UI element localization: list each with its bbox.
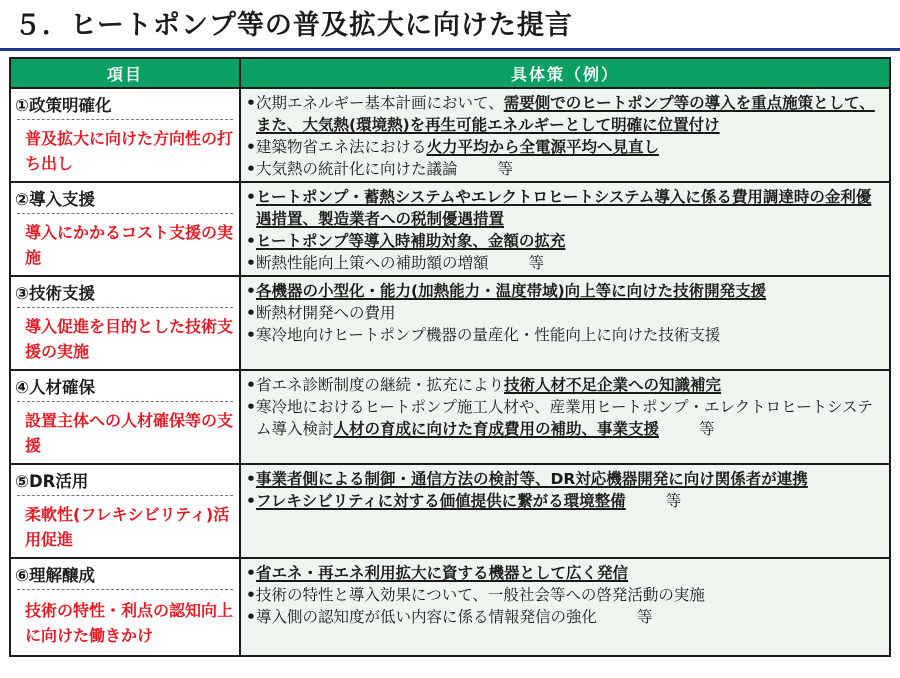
measure-text	[256, 562, 883, 584]
measure-emphasis-text: 技術人材不足企業への知識補完	[504, 376, 722, 394]
item-cell	[11, 371, 241, 463]
measures-cell	[241, 559, 889, 655]
measure-etc: 等	[699, 420, 715, 438]
category-label: ⑥理解醸成	[15, 566, 95, 585]
measure-text	[256, 302, 883, 324]
measure-text	[256, 396, 883, 440]
category-label: ③技術支援	[15, 284, 95, 303]
measure-item	[246, 374, 883, 396]
bullet-icon: •	[246, 564, 256, 582]
table-row	[11, 465, 889, 559]
measure-text	[256, 280, 883, 302]
measure-item	[246, 606, 883, 628]
measure-text	[256, 606, 883, 628]
measure-item	[246, 280, 883, 302]
measure-emphasis-text: 省エネ・再エネ利用拡大に資する機器として広く発信	[256, 564, 629, 582]
bullet-icon: •	[246, 282, 256, 300]
measure-item	[246, 396, 883, 440]
item-cell	[11, 559, 241, 655]
measure-emphasis-text: 火力平均から全電源平均へ見直し	[426, 138, 660, 156]
table-row	[11, 559, 889, 655]
measure-plain-text: 技術の特性と導入効果について、一般社会等への啓発活動の実施	[256, 586, 705, 604]
category-description: 普及拡大に向けた方向性の打ち出し	[25, 128, 234, 173]
measure-plain-text: 断熱材開発への費用	[256, 304, 396, 322]
bullet-icon: •	[246, 188, 256, 206]
measure-item	[246, 468, 883, 490]
table-row	[11, 371, 889, 465]
measure-plain-text: 導入側の認知度が低い内容に係る情報発信の強化	[256, 608, 598, 626]
measure-item	[246, 186, 883, 230]
measures-cell	[241, 89, 889, 181]
measure-text	[256, 584, 883, 606]
measures-cell	[241, 465, 889, 557]
bullet-icon: •	[246, 398, 256, 416]
measure-text	[256, 468, 883, 490]
measure-emphasis-text: 各機器の小型化・能力(加熱能力・温度帯域)向上等に向けた技術開発支援	[256, 282, 767, 300]
measures-cell	[241, 277, 889, 369]
measure-plain-text: 寒冷地向けヒートポンプ機器の量産化・性能向上に向けた技術支援	[256, 326, 721, 344]
measure-text	[256, 490, 883, 512]
measure-text	[256, 374, 883, 396]
bullet-icon: •	[246, 254, 256, 272]
measure-text	[256, 186, 883, 230]
item-cell	[11, 277, 241, 369]
measure-item	[246, 136, 883, 158]
bullet-icon: •	[246, 608, 256, 626]
category-description: 技術の特性・利点の認知向上に向けた働きかけ	[25, 600, 234, 645]
measure-item	[246, 490, 883, 512]
bullet-icon: •	[246, 160, 256, 178]
category-label: ④人材確保	[15, 378, 95, 397]
measure-plain-text: 断熱性能向上策への補助額の増額	[256, 254, 489, 272]
bullet-icon: •	[246, 232, 256, 250]
measure-emphasis-text: 人材の育成に向けた育成費用の補助、事業支援	[333, 420, 660, 438]
measures-cell	[241, 183, 889, 275]
page-title: ５．ヒートポンプ等の普及拡大に向けた提言	[14, 10, 573, 41]
table-body	[11, 89, 889, 655]
category-label: ②導入支援	[15, 190, 95, 209]
category-description: 導入にかかるコスト支援の実施	[25, 222, 234, 267]
measure-item	[246, 562, 883, 584]
table-row	[11, 89, 889, 183]
measure-etc: 等	[637, 608, 653, 626]
measure-plain-text: 大気熱の統計化に向けた議論	[256, 160, 458, 178]
item-cell	[11, 465, 241, 557]
measure-plain-text: 寒冷地におけるヒートポンプ施工人材や、産業用ヒートポンプ・エレクトロヒートシステム導入検討	[256, 398, 873, 438]
bullet-icon: •	[246, 304, 256, 322]
bullet-icon: •	[246, 470, 256, 488]
measure-emphasis-text: ヒートポンプ・蓄熱システムやエレクトロヒートシステム導入に係る費用調達時の金利優遇措置、製造業者への税制優遇措置	[256, 188, 872, 228]
measure-text	[256, 230, 883, 252]
measure-plain-text: 省エネ診断制度の継続・拡充により	[256, 376, 505, 394]
measure-item	[246, 230, 883, 252]
category-description: 設置主体への人材確保等の支援	[25, 410, 234, 455]
measure-emphasis-text: ヒートポンプ等導入時補助対象、金額の拡充	[256, 232, 566, 250]
measure-etc: 等	[497, 160, 514, 178]
title-underline	[0, 48, 900, 51]
bullet-icon: •	[246, 376, 256, 394]
header-measures: 具体策（例）	[510, 64, 619, 84]
category-description: 柔軟性(フレキシビリティ)活用促進	[25, 504, 230, 549]
measure-text	[256, 324, 883, 346]
proposal-table	[9, 57, 891, 657]
bullet-icon: •	[246, 326, 256, 344]
table-row	[11, 277, 889, 371]
measure-text	[256, 92, 883, 136]
measure-etc: 等	[665, 492, 682, 510]
measure-plain-text: 建築物省エネ法における	[256, 138, 427, 156]
measure-item	[246, 584, 883, 606]
item-cell	[11, 183, 241, 275]
table-header	[11, 59, 889, 89]
measure-plain-text: 次期エネルギー基本計画において、	[256, 94, 504, 112]
bullet-icon: •	[246, 138, 256, 156]
measure-emphasis-text: 事業者側による制御・通信方法の検討等、DR対応機器開発に向け関係者が連携	[256, 470, 808, 488]
measure-emphasis-text: 需要側でのヒートポンプ等の導入を重点施策として、また、大気熱(環境熱)を再生可能エネルギーとして明確に位置付け	[256, 94, 875, 134]
item-cell	[11, 89, 241, 181]
bullet-icon: •	[246, 586, 256, 604]
category-description: 導入促進を目的とした技術支援の実施	[25, 316, 234, 361]
table-row	[11, 183, 889, 277]
measure-item	[246, 92, 883, 136]
header-item: 項目	[11, 59, 241, 87]
measure-etc: 等	[528, 254, 545, 272]
measure-item	[246, 252, 883, 274]
category-label: ①政策明確化	[15, 96, 112, 115]
measures-cell	[241, 371, 889, 463]
measure-emphasis-text: フレキシビリティに対する価値提供に繋がる環境整備	[256, 492, 626, 510]
measure-text	[256, 136, 883, 158]
measure-item	[246, 302, 883, 324]
measure-item	[246, 324, 883, 346]
measure-item	[246, 158, 883, 180]
measure-text	[256, 252, 883, 274]
measure-text	[256, 158, 883, 180]
bullet-icon: •	[246, 94, 256, 112]
bullet-icon: •	[246, 492, 256, 510]
category-label: ⑤DR活用	[15, 472, 89, 491]
